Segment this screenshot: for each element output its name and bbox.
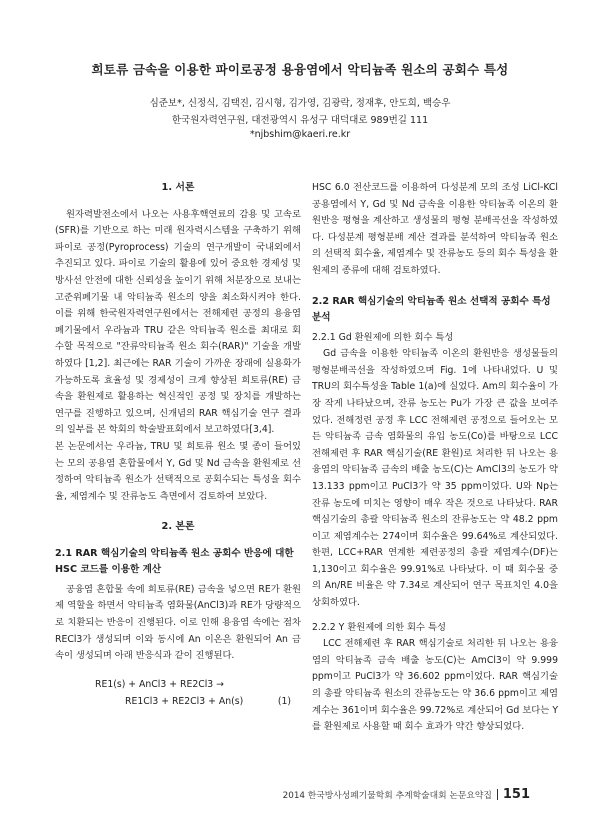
equation-1 [55,677,301,711]
paragraph: HSC 6.0 전산코드를 이용하여 다성분계 모의 조성 LiCl-KCl 공용염에서 Y, Gd 및 Nd 금속을 이용한 악티늄족 이온의 환원반응 평형을 계산하고 생성물의 평형 분배곡선을 작성하였다. 다성분계 평형분배 계산 결과를 분석하여 악티늄족 원소의 선택적 회수율, 제염계수 및 잔류농도 등의 회수 특성을 환원제의 종류에 대해 검토하였다. [312,182,558,276]
subsection-heading: 2.1 RAR 핵심기술의 악티늄족 원소 공회수 반응에 대한 HSC 코드를 이용한 계산 [55,547,294,575]
section-heading-body: 2. 본론 [161,521,195,533]
page-footer [283,787,530,802]
paragraph: 공융염 혼합물 속에 희토류(RE) 금속을 넣으면 RE가 환원제 역할을 하면서 악티늄족 염화물(AnCl3)과 RE가 당량적으로 치환되는 반응이 진행된다. 이로 인해 용융염 속에는 점차 RECl3가 생성되며 이와 동시에 An 이온은 환원되어 An 금속이 생성되며 아래 반응식과 같이 진행된다. [55,583,301,662]
equation-line-1: RE1(s) + AnCl3 + RE2Cl3 → [95,678,224,690]
section-heading-intro: 1. 서론 [161,182,195,193]
subsubsection-heading: 2.2.1 Gd 환원제에 의한 회수 특성 [312,331,454,343]
paragraph: 원자력발전소에서 나오는 사용후핵연료의 감용 및 고속로(SFR)를 기반으로 하는 미래 원자력시스템을 구축하기 위해 파이로 공정(Pyroprocess) 기술의 연구개발이 국내외에서 추진되고 있다. 파이로 기술의 활용에 있어 중요한 경제성 및 방사선 안전에 대한 신뢰성을 높이기 위해 처분장으로 보내는 고준위폐기물 내 악티늄족 원소의 양을 최소화시켜야 한다. 이를 위해 한국원자력연구원에서는 전해제련 공정의 용융염 폐기물에서 우라늄과 TRU 같은 악티늄족 원소를 최대로 회수할 목적으로 "잔류악티늄족 원소 회수(RAR)" 기술을 개발하였다 [1,2]. 최근에는 RAR 기술이 가까운 장래에 실용화가 가능하도록 효율성 및 경제성이 크게 향상된 희토류(RE) 금속을 환원제로 활용하는 혁신적인 공정 및 장치를 개발하는 연구를 진행하고 있으며, 신개념의 RAR 핵심기술 연구 결과의 일부를 본 학회의 학술발표회에서 보고하였다[3,4]. [55,208,301,436]
equation-number: (1) [277,695,291,707]
subsection-heading: 2.2 RAR 핵심기술의 악티늄족 원소 선택적 공회수 특성 분석 [312,295,551,323]
footer-proceedings-title: 2014 한국방사성폐기물학회 추계학술대회 논문요약집 [282,791,492,801]
paper-title: 희토류 금속을 이용한 파이로공정 용융염에서 악티늄족 원소의 공회수 특성 [91,62,509,77]
footer-divider [497,789,498,800]
paragraph: LCC 전해제련 후 RAR 핵심기술로 처리한 뒤 나오는 용융염의 악티늄족 금속 배출 농도(C)는 AmCl3이 약 9.999 ppm이고 PuCl3가 약 36.602 ppm이었다. RAR 핵심기술의 총괄 악티늄족 원소의 잔류농도는 약 36.6 ppm이고 제염계수는 361이며 회수율은 99.72%로 계산되어 Gd 보다는 Y를 환원제로 사용할 때 회수 효과가 약간 향상되었다. [312,638,558,733]
author-list: 심준보*, 신정식, 김택진, 김시형, 김가영, 김광락, 정재후, 안도희, 백승우 [149,98,451,109]
author-email: *njbshim@kaeri.re.kr [249,129,351,140]
subsubsection-heading: 2.2.2 Y 환원제에 의한 회수 특성 [312,621,446,633]
paragraph: 본 논문에서는 우라늄, TRU 및 희토류 원소 몇 종이 들어있는 모의 공용염 혼합물에서 Y, Gd 및 Nd 금속을 환원제로 선정하여 악티늄족 원소가 선택적으로 공회수되는 특성을 회수율, 제염계수 및 잔류농도 측면에서 검토하여 보았다. [55,440,301,502]
affiliation: 한국원자력연구원, 대전광역시 유성구 대덕대로 989번길 111 [171,115,429,126]
right-column [312,180,558,736]
left-column [55,180,301,711]
page-number: 151 [502,787,530,802]
equation-line-2: RE1Cl3 + RE2Cl3 + An(s) [125,695,244,707]
paragraph: Gd 금속을 이용한 악티늄족 이온의 환원반응 생성물들의 평형분배곡선을 작성하였으며 Fig. 1에 나타내었다. U 및 TRU의 회수특성을 Table 1(a)에 실었다. Am의 회수율이 가장 작게 나타났으며, 잔류 농도는 Pu가 가장 큰 값을 보여주었다. 전해정련 공정 후 LCC 전해제련 공정으로 들어오는 모든 악티늄족 금속 염화물의 유입 농도(Co)를 바탕으로 LCC 전해제련 후 RAR 핵심기술(RE 환원)로 처리한 뒤 나오는 용융염의 악티늄족 금속의 배출 농도(C)는 AmCl3의 농도가 약 13.133 ppm이고 PuCl3가 약 35 ppm이었다. U와 Np는 잔류 농도에 미치는 영향이 매우 작은 것으로 나타났다. RAR 핵심기술의 총괄 악티늄족 원소의 잔류농도는 약 48.2 ppm이고 제염계수는 274이며 회수율은 99.64%로 계산되었다. 한편, LCC+RAR 연계한 제련공정의 총괄 제염계수(DF)는 1,130이고 회수율은 99.91%로 나타났다. 이 때 회수물 중의 An/RE 비율은 약 7.34로 계산되어 연구 목표치인 4.0을 상회하였다. [312,348,558,609]
